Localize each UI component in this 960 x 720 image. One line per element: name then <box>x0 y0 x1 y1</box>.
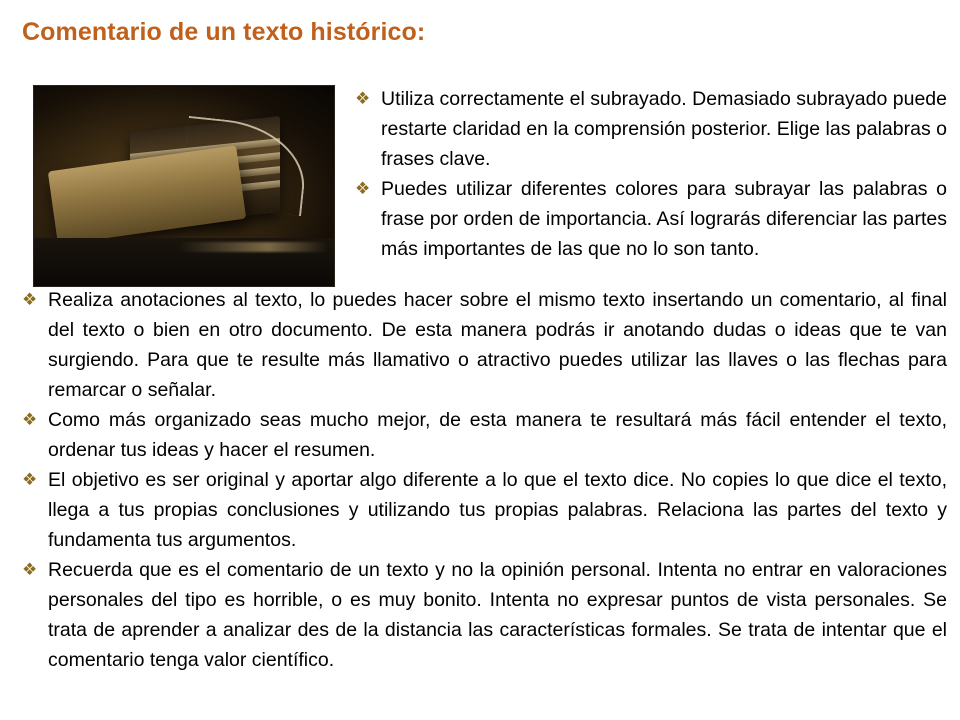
list-item-text: Utiliza correctamente el subrayado. Demasiado subrayado puede restarte claridad en la comprensión posterior. Elige las palabras o frases clave. <box>381 88 947 170</box>
bullet-diamond-icon: ❖ <box>22 410 38 429</box>
list-item <box>355 174 947 264</box>
list-item-text: El objetivo es ser original y aportar algo diferente a lo que el texto dice. No copies lo que dice el texto, llega a tus propias conclusiones y utilizando tus propias palabras. Relaciona las partes del texto y fundamenta tus argumentos. <box>48 469 947 551</box>
page-title: Comentario de un texto histórico: <box>22 18 426 46</box>
old-books-photo <box>33 85 335 287</box>
list-item <box>355 84 947 174</box>
list-item-text: Recuerda que es el comentario de un texto y no la opinión personal. Intenta no entrar en valoraciones personales del tipo es horrible, o es muy bonito. Intenta no expresar puntos de vista personales. Se trata de aprender a analizar des de la distancia las características formales. Se trata de intentar que el comentario tenga valor científico. <box>48 559 947 671</box>
bullet-diamond-icon: ❖ <box>22 560 38 579</box>
list-item-text: Puedes utilizar diferentes colores para subrayar las palabras o frase por orden de importancia. Así lograrás diferenciar las partes más importantes de las que no lo son tanto. <box>381 178 947 260</box>
list-item <box>22 405 947 465</box>
light-streak-shape <box>178 242 328 252</box>
bullet-diamond-icon: ❖ <box>355 89 371 108</box>
list-item <box>22 285 947 405</box>
list-item <box>22 555 947 675</box>
list-item <box>22 465 947 555</box>
list-item-text: Como más organizado seas mucho mejor, de esta manera te resultará más fácil entender el texto, ordenar tus ideas y hacer el resumen. <box>48 409 947 461</box>
bottom-bullet-list <box>22 285 947 675</box>
list-item-text: Realiza anotaciones al texto, lo puedes hacer sobre el mismo texto insertando un comentario, al final del texto o bien en otro documento. De esta manera podrás ir anotando dudas o ideas que te van surgiendo. Para que te resulte más llamativo o atractivo puedes utilizar las llaves o las flechas para remarcar o señalar. <box>48 289 947 401</box>
bullet-diamond-icon: ❖ <box>22 470 38 489</box>
bullet-diamond-icon: ❖ <box>22 290 38 309</box>
top-right-bullet-list <box>355 84 947 264</box>
bullet-diamond-icon: ❖ <box>355 179 371 198</box>
